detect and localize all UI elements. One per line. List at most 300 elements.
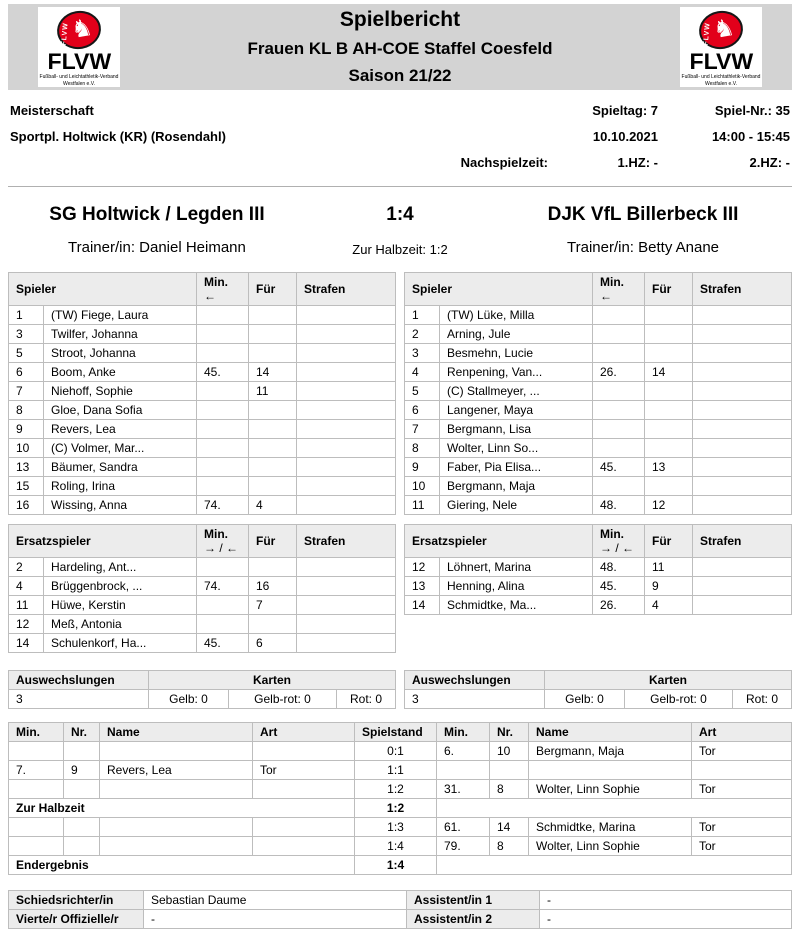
home-subs-table <box>8 524 396 653</box>
inout-arrow-icon: → / ← <box>600 541 635 555</box>
away-team-block <box>494 204 792 257</box>
player-name: Roling, Irina <box>44 477 197 496</box>
away-goal-minute: 31. <box>437 780 490 799</box>
minute <box>197 382 249 401</box>
player-number: 2 <box>9 558 44 577</box>
player-number: 9 <box>405 458 440 477</box>
penalties-header: Strafen <box>297 525 396 558</box>
player-name: Hardeling, Ant... <box>44 558 197 577</box>
penalties-header: Strafen <box>693 525 792 558</box>
logo-abbr: FLVW <box>47 49 111 74</box>
away-goal-scorer: Wolter, Linn Sophie <box>529 837 692 856</box>
player-row <box>9 577 396 596</box>
player-name: (TW) Fiege, Laura <box>44 306 197 325</box>
player-number: 8 <box>9 401 44 420</box>
substitutions-header: Auswechslungen <box>405 671 545 690</box>
final-score: 1:4 <box>386 204 414 225</box>
away-goal-minute <box>437 761 490 780</box>
page-title: Spielbericht <box>339 8 461 31</box>
player-name: Henning, Alina <box>440 577 593 596</box>
match-info-right <box>430 98 790 176</box>
red-cards: Rot: 0 <box>337 690 396 709</box>
player-row <box>405 496 792 515</box>
goal-row <box>9 742 792 761</box>
player-number: 9 <box>9 420 44 439</box>
minute <box>197 325 249 344</box>
penalties <box>297 477 396 496</box>
cards-section <box>8 670 792 709</box>
player-row <box>9 401 396 420</box>
milestone-spacer <box>437 856 792 875</box>
player-name: Faber, Pia Elisa... <box>440 458 593 477</box>
min-header <box>593 273 645 306</box>
player-row <box>9 634 396 653</box>
player-number: 3 <box>9 325 44 344</box>
score-state: 1:2 <box>355 799 437 818</box>
for-number <box>249 477 297 496</box>
player-row <box>9 420 396 439</box>
penalties <box>693 401 792 420</box>
player-number: 10 <box>405 477 440 496</box>
for-number: 11 <box>645 558 693 577</box>
matchday: Spieltag: 7 <box>592 103 658 118</box>
player-number: 6 <box>9 363 44 382</box>
penalties <box>693 596 792 615</box>
player-row <box>405 596 792 615</box>
min-header <box>197 525 249 558</box>
player-name: Niehoff, Sophie <box>44 382 197 401</box>
away-goal-minute: 79. <box>437 837 490 856</box>
flvw-emblem-icon <box>696 10 746 50</box>
player-number: 4 <box>405 363 440 382</box>
home-goal-scorer <box>100 837 253 856</box>
for-number: 11 <box>249 382 297 401</box>
home-cards-table <box>8 670 396 709</box>
fourth-official-name: - <box>144 910 407 929</box>
minute: 74. <box>197 577 249 596</box>
player-row <box>9 615 396 634</box>
banner-titles <box>120 8 680 86</box>
goal-row <box>9 818 792 837</box>
player-name: Brüggenbrock, ... <box>44 577 197 596</box>
substitutions-header: Auswechslungen <box>9 671 149 690</box>
substitutes-header: Ersatzspieler <box>405 525 593 558</box>
away-team-name: DJK VfL Billerbeck III <box>547 204 739 225</box>
player-name: Twilfer, Johanna <box>44 325 197 344</box>
penalties <box>693 496 792 515</box>
penalties <box>693 477 792 496</box>
name-header: Name <box>100 723 253 742</box>
min-label: Min. <box>204 275 228 289</box>
logo-caption-line1: Fußball- und Leichtathletik-Verband <box>681 74 761 80</box>
away-goal-minute: 61. <box>437 818 490 837</box>
player-number: 15 <box>9 477 44 496</box>
home-team-name: SG Holtwick / Legden III <box>49 204 265 225</box>
emblem-oval <box>54 7 104 52</box>
cards-header-row <box>405 671 792 690</box>
minute: 45. <box>593 458 645 477</box>
for-number: 12 <box>645 496 693 515</box>
yellow-cards: Gelb: 0 <box>545 690 625 709</box>
home-goal-number: 9 <box>64 761 100 780</box>
assistant1-label: Assistent/in 1 <box>407 891 540 910</box>
player-number: 11 <box>9 596 44 615</box>
penalties <box>297 344 396 363</box>
out-arrow-icon: ← <box>600 289 612 303</box>
player-row <box>405 458 792 477</box>
for-number <box>249 420 297 439</box>
player-row <box>405 382 792 401</box>
cards-value-row <box>405 690 792 709</box>
minute <box>593 325 645 344</box>
home-goal-type <box>253 742 355 761</box>
goal-row <box>9 761 792 780</box>
date-row <box>430 124 790 150</box>
home-subs-body <box>9 558 396 653</box>
player-number: 10 <box>9 439 44 458</box>
flvw-logo-right <box>680 7 762 87</box>
for-number <box>645 420 693 439</box>
penalties <box>297 634 396 653</box>
min-label: Min. <box>600 275 624 289</box>
home-goal-minute: 7. <box>9 761 64 780</box>
out-arrow-icon: ← <box>204 289 216 303</box>
for-number <box>645 401 693 420</box>
emblem-oval <box>696 7 746 52</box>
nr-header: Nr. <box>64 723 100 742</box>
yellow-red-cards: Gelb-rot: 0 <box>229 690 337 709</box>
minute: 45. <box>593 577 645 596</box>
player-row <box>9 558 396 577</box>
player-name: (C) Stallmeyer, ... <box>440 382 593 401</box>
player-number: 1 <box>9 306 44 325</box>
player-name: Gloe, Dana Sofia <box>44 401 197 420</box>
home-goal-number <box>64 818 100 837</box>
fourth-official-label: Vierte/r Offizielle/r <box>9 910 144 929</box>
player-name: Revers, Lea <box>44 420 197 439</box>
player-name: Meß, Antonia <box>44 615 197 634</box>
for-number <box>645 325 693 344</box>
home-team-block <box>8 204 306 257</box>
assistant2-label: Assistent/in 2 <box>407 910 540 929</box>
away-goal-minute: 6. <box>437 742 490 761</box>
flvw-emblem-icon <box>54 10 104 50</box>
for-number <box>645 344 693 363</box>
home-goal-scorer <box>100 742 253 761</box>
away-subs-table <box>404 524 792 615</box>
player-number: 4 <box>9 577 44 596</box>
player-name: Besmehn, Lucie <box>440 344 593 363</box>
minute <box>593 306 645 325</box>
minute: 26. <box>593 596 645 615</box>
for-header: Für <box>249 525 297 558</box>
player-number: 12 <box>405 558 440 577</box>
away-goal-type <box>692 761 792 780</box>
minute <box>593 382 645 401</box>
league-title: Frauen KL B AH-COE Staffel Coesfeld <box>247 39 553 58</box>
home-goal-minute <box>9 818 64 837</box>
for-number: 16 <box>249 577 297 596</box>
for-number: 6 <box>249 634 297 653</box>
inout-arrow-icon: → / ← <box>204 541 239 555</box>
player-row <box>9 477 396 496</box>
match-number: Spiel-Nr.: 35 <box>714 103 790 118</box>
for-number <box>249 558 297 577</box>
player-row <box>405 477 792 496</box>
milestone-spacer <box>437 799 792 818</box>
player-number: 12 <box>9 615 44 634</box>
lineup-header-row <box>405 273 792 306</box>
away-goal-number: 14 <box>490 818 529 837</box>
competition-label: Meisterschaft <box>10 103 94 118</box>
player-row <box>9 439 396 458</box>
away-goal-number <box>490 761 529 780</box>
away-trainer: Trainer/in: Betty Anane <box>567 239 720 256</box>
nr-header: Nr. <box>490 723 529 742</box>
penalties <box>297 382 396 401</box>
player-row <box>405 439 792 458</box>
emblem-flvw-text: FLVW <box>60 22 70 46</box>
logo-caption-line1: Fußball- und Leichtathletik-Verband <box>39 74 119 80</box>
player-row <box>9 496 396 515</box>
penalties <box>693 439 792 458</box>
for-number <box>645 477 693 496</box>
for-number <box>249 401 297 420</box>
penalties-header: Strafen <box>693 273 792 306</box>
home-goal-number <box>64 780 100 799</box>
horse-icon: ♞ <box>68 13 95 45</box>
referee-label: Schiedsrichter/in <box>9 891 144 910</box>
minute <box>197 615 249 634</box>
player-number: 14 <box>9 634 44 653</box>
penalties <box>693 382 792 401</box>
player-number: 14 <box>405 596 440 615</box>
red-cards: Rot: 0 <box>733 690 792 709</box>
goals-body <box>9 742 792 875</box>
lineup-section <box>8 272 792 515</box>
player-name: Langener, Maya <box>440 401 593 420</box>
for-number: 4 <box>249 496 297 515</box>
match-date: 10.10.2021 <box>592 129 658 144</box>
score-state: 1:3 <box>355 818 437 837</box>
minute <box>593 344 645 363</box>
score-state-header: Spielstand <box>355 723 437 742</box>
cards-header: Karten <box>149 671 396 690</box>
penalties <box>693 306 792 325</box>
player-name: Wolter, Linn So... <box>440 439 593 458</box>
home-goal-type: Tor <box>253 761 355 780</box>
for-number <box>249 344 297 363</box>
min-label: Min. <box>600 527 624 541</box>
home-goal-scorer <box>100 780 253 799</box>
player-row <box>9 325 396 344</box>
referee-name: Sebastian Daume <box>144 891 407 910</box>
for-number <box>249 306 297 325</box>
player-number: 5 <box>9 344 44 363</box>
for-header: Für <box>645 273 693 306</box>
home-goal-number <box>64 742 100 761</box>
home-goal-minute <box>9 742 64 761</box>
assistant2-name: - <box>540 910 792 929</box>
player-row <box>405 558 792 577</box>
minute <box>197 420 249 439</box>
for-number: 4 <box>645 596 693 615</box>
goal-row <box>9 856 792 875</box>
score-state: 1:1 <box>355 761 437 780</box>
goals-header-row <box>9 723 792 742</box>
player-row <box>9 344 396 363</box>
subs-header-row <box>405 525 792 558</box>
min-header: Min. <box>9 723 64 742</box>
match-info-left <box>10 98 430 176</box>
penalties <box>297 558 396 577</box>
minute <box>593 420 645 439</box>
score-state: 1:2 <box>355 780 437 799</box>
player-name: Schulenkorf, Ha... <box>44 634 197 653</box>
officials-table <box>8 890 792 929</box>
for-number <box>249 439 297 458</box>
for-number: 14 <box>645 363 693 382</box>
minute <box>197 558 249 577</box>
away-goal-scorer <box>529 761 692 780</box>
penalties <box>297 306 396 325</box>
yellow-cards: Gelb: 0 <box>149 690 229 709</box>
logo-caption-line2: Westfalen e.V. <box>705 80 737 87</box>
stoppage-label: Nachspielzeit: <box>460 155 548 170</box>
horse-icon: ♞ <box>710 13 737 45</box>
emblem-flvw-text: FLVW <box>702 22 712 46</box>
penalties <box>693 344 792 363</box>
goals-table <box>8 722 792 875</box>
away-lineup-body <box>405 306 792 515</box>
player-number: 1 <box>405 306 440 325</box>
penalties <box>693 420 792 439</box>
player-row <box>9 363 396 382</box>
player-row <box>9 382 396 401</box>
away-goal-type: Tor <box>692 818 792 837</box>
player-name: (C) Volmer, Mar... <box>44 439 197 458</box>
minute: 45. <box>197 634 249 653</box>
player-number: 8 <box>405 439 440 458</box>
player-row <box>405 306 792 325</box>
player-name: Wissing, Anna <box>44 496 197 515</box>
penalties <box>297 496 396 515</box>
home-goal-type <box>253 818 355 837</box>
stoppage-second-half: 2.HZ: - <box>749 155 790 170</box>
score-block <box>306 204 494 257</box>
away-goal-number: 8 <box>490 837 529 856</box>
penalties <box>297 615 396 634</box>
officials-row <box>9 891 792 910</box>
subs-header-row <box>9 525 396 558</box>
player-name: Bäumer, Sandra <box>44 458 197 477</box>
match-time: 14:00 - 15:45 <box>711 129 790 144</box>
player-number: 5 <box>405 382 440 401</box>
for-number: 9 <box>645 577 693 596</box>
player-name: Arning, Jule <box>440 325 593 344</box>
for-number <box>645 439 693 458</box>
players-header: Spieler <box>9 273 197 306</box>
penalties <box>693 325 792 344</box>
logo-abbr: FLVW <box>689 49 753 74</box>
away-goal-type: Tor <box>692 837 792 856</box>
yellow-red-cards: Gelb-rot: 0 <box>625 690 733 709</box>
away-lineup-table <box>404 272 792 515</box>
for-number: 13 <box>645 458 693 477</box>
milestone-label: Endergebnis <box>9 856 355 875</box>
minute <box>197 306 249 325</box>
player-row <box>405 401 792 420</box>
player-name: Bergmann, Lisa <box>440 420 593 439</box>
player-row <box>9 306 396 325</box>
for-number <box>249 325 297 344</box>
officials-row <box>9 910 792 929</box>
player-number: 16 <box>9 496 44 515</box>
lineup-header-row <box>9 273 396 306</box>
minute <box>197 439 249 458</box>
away-goal-type: Tor <box>692 780 792 799</box>
for-number <box>249 458 297 477</box>
player-row <box>405 577 792 596</box>
cards-value-row <box>9 690 396 709</box>
minute <box>197 477 249 496</box>
away-subs-body <box>405 558 792 615</box>
penalties <box>693 558 792 577</box>
player-name: Stroot, Johanna <box>44 344 197 363</box>
score-state: 1:4 <box>355 856 437 875</box>
goal-row <box>9 837 792 856</box>
assistant1-name: - <box>540 891 792 910</box>
logo-caption <box>40 74 119 87</box>
away-goal-scorer: Wolter, Linn Sophie <box>529 780 692 799</box>
home-goal-type <box>253 780 355 799</box>
for-number: 14 <box>249 363 297 382</box>
score-state: 1:4 <box>355 837 437 856</box>
penalties <box>693 577 792 596</box>
penalties <box>297 325 396 344</box>
player-name: Boom, Anke <box>44 363 197 382</box>
player-row <box>9 458 396 477</box>
player-row <box>405 363 792 382</box>
name-header: Name <box>529 723 692 742</box>
player-number: 2 <box>405 325 440 344</box>
min-header <box>197 273 249 306</box>
player-number: 13 <box>9 458 44 477</box>
for-number: 7 <box>249 596 297 615</box>
report-banner <box>8 4 792 90</box>
cards-header-row <box>9 671 396 690</box>
penalties <box>297 401 396 420</box>
player-name: (TW) Lüke, Milla <box>440 306 593 325</box>
player-name: Schmidtke, Ma... <box>440 596 593 615</box>
minute <box>197 401 249 420</box>
penalties <box>297 420 396 439</box>
for-number <box>249 615 297 634</box>
player-name: Renpening, Van... <box>440 363 593 382</box>
matchday-row <box>430 98 790 124</box>
player-row <box>405 325 792 344</box>
substitutes-section <box>8 524 792 653</box>
substitution-count: 3 <box>9 690 149 709</box>
away-goal-scorer: Bergmann, Maja <box>529 742 692 761</box>
player-number: 7 <box>9 382 44 401</box>
substitution-count: 3 <box>405 690 545 709</box>
minute <box>593 477 645 496</box>
player-number: 7 <box>405 420 440 439</box>
home-goal-type <box>253 837 355 856</box>
scoreboard <box>8 187 792 272</box>
away-goal-scorer: Schmidtke, Marina <box>529 818 692 837</box>
